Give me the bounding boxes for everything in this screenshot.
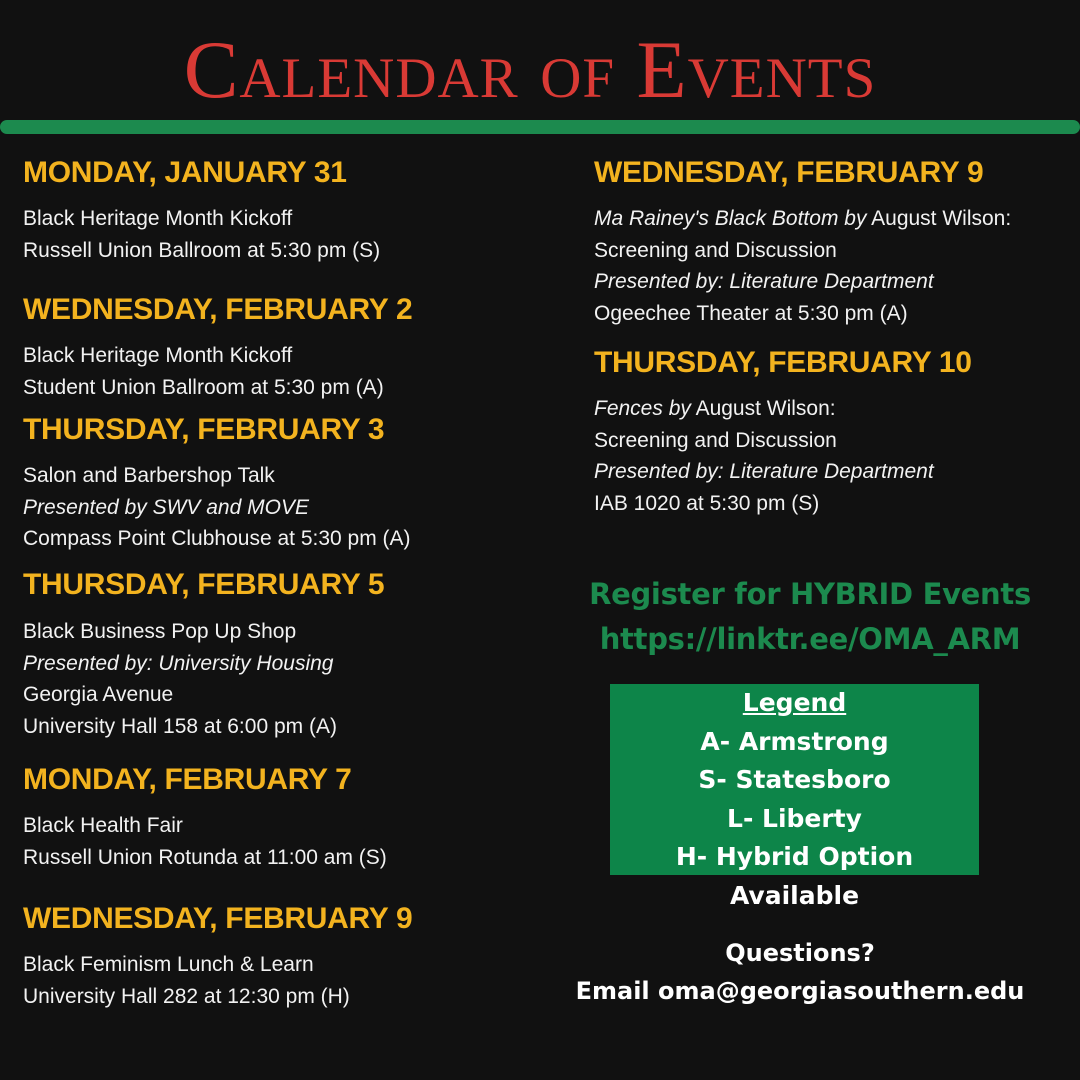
event-subtitle: Screening and Discussion <box>594 428 837 452</box>
event-presenter: Presented by: Literature Department <box>594 460 934 483</box>
event-presenter: Presented by: University Housing <box>23 651 334 675</box>
event-date-heading: WEDNESDAY, FEBRUARY 9 <box>594 156 984 189</box>
event-venue: Georgia Avenue <box>23 683 174 706</box>
event-date-heading: THURSDAY, FEBRUARY 10 <box>594 346 972 379</box>
event-block <box>23 292 412 403</box>
event-title <box>594 203 1011 235</box>
register-link[interactable]: https://linktr.ee/OMA_ARM <box>599 622 1021 656</box>
event-block <box>594 155 1011 329</box>
questions-label: Questions? <box>725 939 875 967</box>
event-presenter: Presented by SWV and MOVE <box>23 495 309 519</box>
legend-title: Legend <box>742 688 847 717</box>
event-location-time: Compass Point Clubhouse at 5:30 pm (A) <box>23 527 411 550</box>
event-location-time: University Hall 158 at 6:00 pm (A) <box>23 714 337 738</box>
event-block <box>23 155 380 266</box>
questions-contact <box>540 934 1060 1010</box>
legend-item: S- Statesboro <box>698 765 891 794</box>
register-callout <box>540 572 1080 662</box>
event-block <box>23 412 411 555</box>
event-presenter: Presented by: Literature Department <box>594 270 934 293</box>
register-text: Register for HYBRID Events <box>589 577 1031 611</box>
event-date-heading: WEDNESDAY, FEBRUARY 9 <box>23 902 413 935</box>
event-date-heading: WEDNESDAY, FEBRUARY 2 <box>23 293 413 326</box>
event-title: Black Heritage Month Kickoff <box>23 344 293 367</box>
event-block <box>23 762 387 873</box>
event-title: Black Business Pop Up Shop <box>23 620 297 643</box>
event-title: Black Feminism Lunch & Learn <box>23 953 314 976</box>
event-location-time: Ogeechee Theater at 5:30 pm (A) <box>594 301 908 325</box>
event-title: Black Health Fair <box>23 814 183 837</box>
event-author: August Wilson: <box>866 207 1012 230</box>
event-location-time: Russell Union Ballroom at 5:30 pm (S) <box>23 238 381 262</box>
contact-email[interactable]: Email oma@georgiasouthern.edu <box>575 977 1025 1005</box>
event-location-time: Student Union Ballroom at 5:30 pm (A) <box>23 375 384 399</box>
event-location-time: University Hall 282 at 12:30 pm (H) <box>23 984 350 1008</box>
event-subtitle: Screening and Discussion <box>594 238 837 262</box>
event-title: Salon and Barbershop Talk <box>23 464 275 487</box>
event-work-title: Ma Rainey's Black Bottom by <box>594 207 867 230</box>
page-title: Calendar of Events <box>183 24 877 115</box>
legend-item: A- Armstrong <box>700 726 889 756</box>
event-block <box>23 567 384 742</box>
event-block <box>23 901 412 1012</box>
event-work-title: Fences by <box>594 397 691 420</box>
legend-box <box>610 684 979 910</box>
event-date-heading: THURSDAY, FEBRUARY 5 <box>23 568 385 601</box>
event-date-heading: MONDAY, JANUARY 31 <box>23 156 347 189</box>
event-author: August Wilson: <box>690 397 836 420</box>
event-location-time: Russell Union Rotunda at 11:00 am (S) <box>23 845 387 869</box>
event-location-time: IAB 1020 at 5:30 pm (S) <box>594 491 820 515</box>
event-date-heading: MONDAY, FEBRUARY 7 <box>23 763 352 796</box>
event-title: Black Heritage Month Kickoff <box>23 207 293 230</box>
legend-item: H- Hybrid Option Available <box>675 842 914 910</box>
title-divider <box>0 120 1080 134</box>
legend-item: L- Liberty <box>727 803 862 833</box>
event-title <box>594 393 972 425</box>
event-block <box>594 345 972 519</box>
event-date-heading: THURSDAY, FEBRUARY 3 <box>23 413 385 446</box>
